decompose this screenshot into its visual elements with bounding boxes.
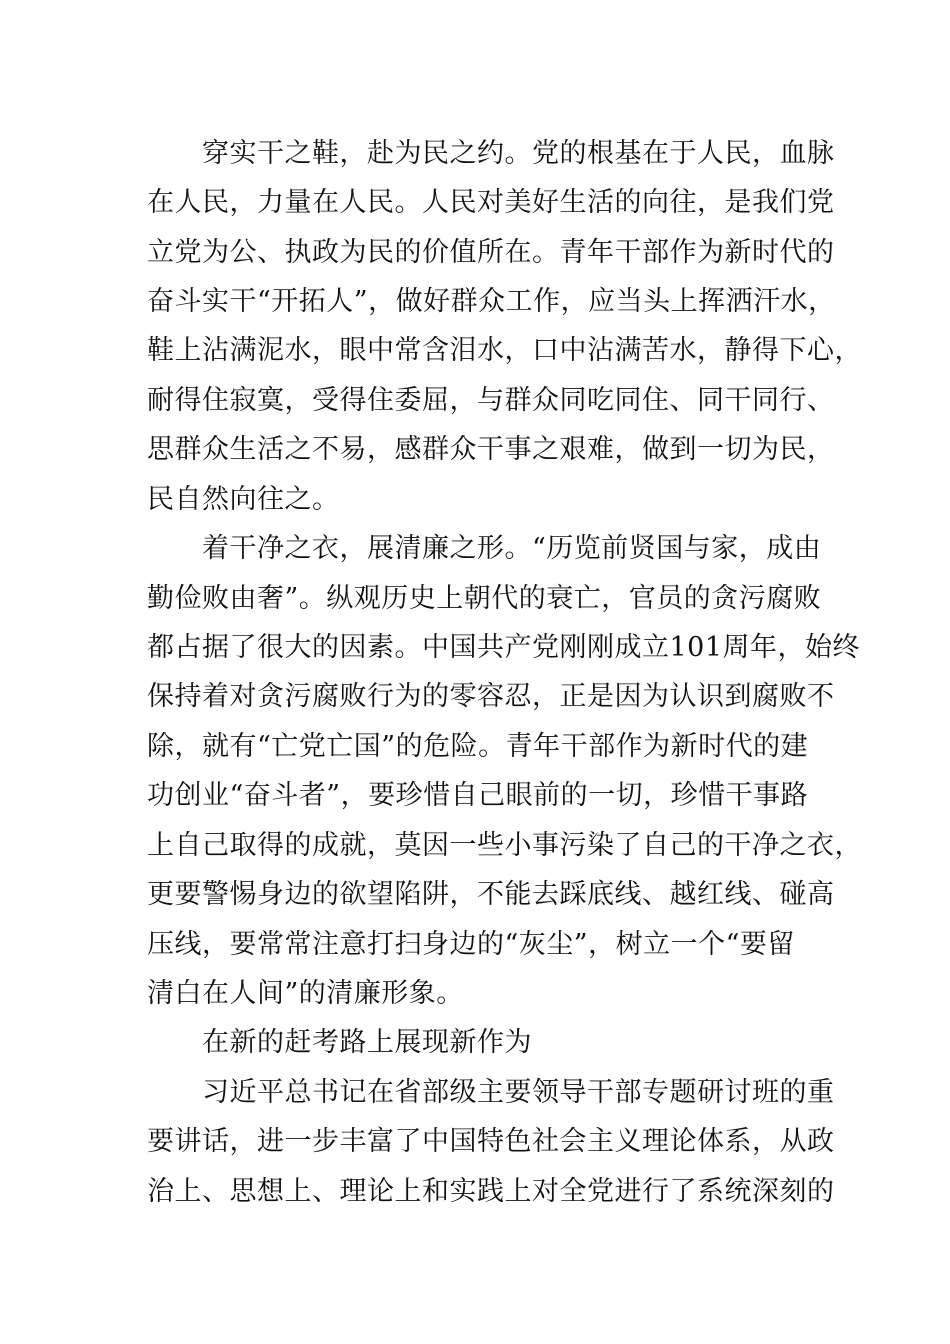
- text-line: 勤俭败由奢”。纵观历史上朝代的衰亡，官员的贪污腐败: [147, 583, 822, 614]
- text-line: 思群众生活之不易，感群众干事之艰难，做到一切为民，: [147, 434, 835, 465]
- text-line: 要讲话，进一步丰富了中国特色社会主义理论体系，从政: [147, 1126, 835, 1157]
- text-line: 治上、思想上、理论上和实践上对全党进行了系统深刻的: [147, 1176, 835, 1207]
- text-line: 鞋上沾满泥水，眼中常含泪水，口中沾满苦水，静得下心，: [147, 335, 862, 366]
- text-line: 民自然向往之。: [147, 484, 340, 515]
- text-line: 都占据了很大的因素。中国共产党刚刚成立101周年，始终: [147, 632, 861, 663]
- text-line: 清白在人间”的清廉形象。: [147, 978, 464, 1009]
- text-line: 更要警惕身边的欲望陷阱，不能去踩底线、越红线、碰高: [147, 879, 835, 910]
- text-line: 压线，要常常注意打扫身边的“灰尘”，树立一个“要留: [147, 929, 795, 960]
- text-line: 除，就有“亡党亡国”的危险。青年干部作为新时代的建: [147, 731, 809, 762]
- text-line: 上自己取得的成就，莫因一些小事污染了自己的干净之衣，: [147, 830, 862, 861]
- text-line: 功创业“奋斗者”，要珍惜自己眼前的一切，珍惜干事路: [147, 780, 809, 811]
- text-line: 耐得住寂寞，受得住委屈，与群众同吃同住、同干同行、: [147, 385, 835, 416]
- text-line: 穿实干之鞋，赴为民之约。党的根基在于人民，血脉: [147, 138, 835, 169]
- section-heading: 在新的赶考路上展现新作为: [147, 1027, 532, 1058]
- text-line: 立党为公、执政为民的价值所在。青年干部作为新时代的: [147, 237, 835, 268]
- text-line: 保持着对贪污腐败行为的零容忍，正是因为认识到腐败不: [147, 681, 835, 712]
- text-line: 在人民，力量在人民。人民对美好生活的向往，是我们党: [147, 187, 835, 218]
- text-line: 奋斗实干“开拓人”，做好群众工作，应当头上挥洒汗水，: [147, 286, 836, 317]
- text-line: 习近平总书记在省部级主要领导干部专题研讨班的重: [147, 1077, 835, 1108]
- text-line: 着干净之衣，展清廉之形。“历览前贤国与家，成由: [147, 533, 822, 564]
